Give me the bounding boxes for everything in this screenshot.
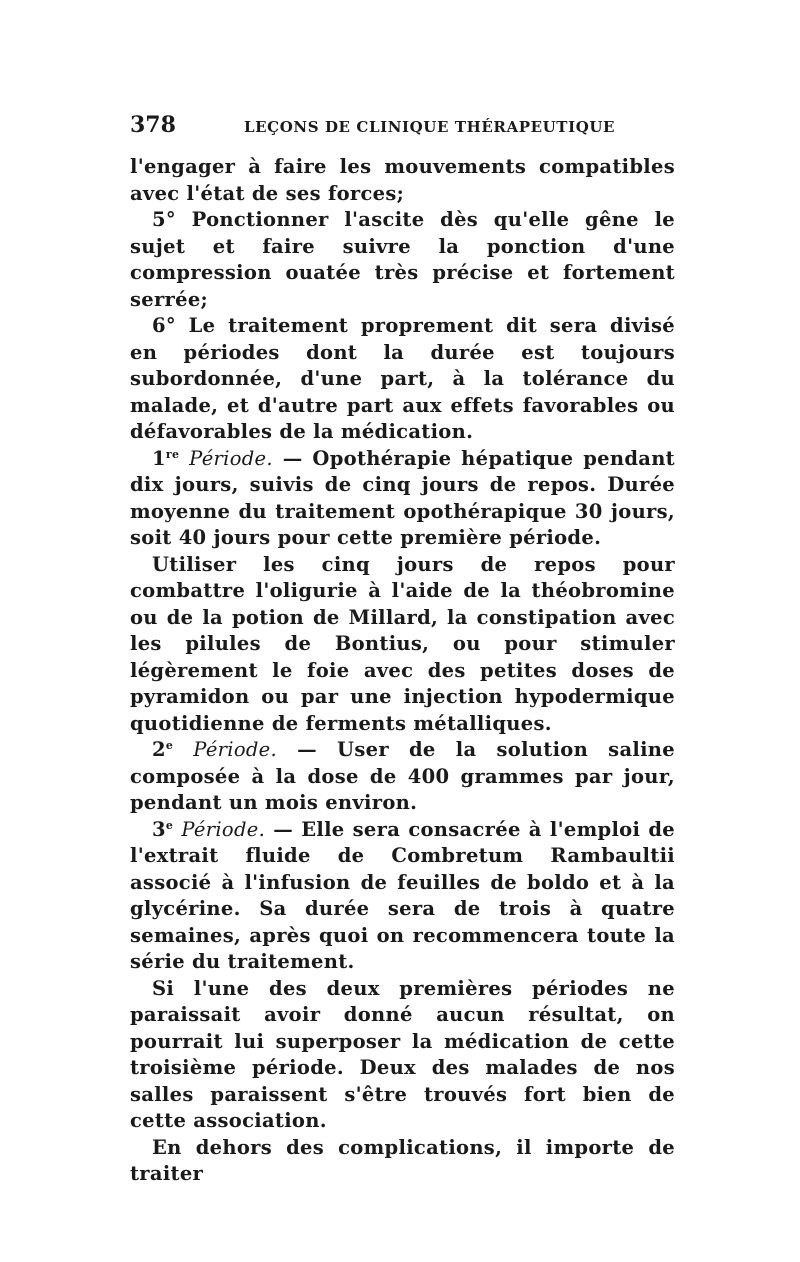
- period-text: — User de la solution saline composée à la dose de 400 grammes par jour, pendant un mois environ.: [130, 738, 675, 814]
- period-label: Période.: [181, 817, 266, 841]
- period-number: 2: [152, 738, 166, 761]
- paragraph-period-1: [130, 446, 675, 552]
- paragraph-1: l'engager à faire les mouvements compatibles avec l'état de ses forces;: [130, 155, 675, 205]
- running-title: LEÇONS DE CLINIQUE THÉRAPEUTIQUE: [244, 118, 616, 136]
- paragraph-9: En dehors des complications, il importe de traiter: [130, 1135, 675, 1185]
- paragraph-3: 6° Le traitement proprement dit sera divisé en périodes dont la durée est toujours subordonnée, d'une part, à la tolérance du malade, et d'autre part aux effets favorables ou défavorables de la médication.: [130, 314, 675, 443]
- page-number: 378: [130, 112, 176, 138]
- running-head: [130, 112, 675, 142]
- paragraph-period-3: [130, 817, 675, 976]
- paragraph-period-2: [130, 737, 675, 817]
- period-number-suffix: e: [165, 818, 174, 832]
- paragraph-5: Utiliser les cinq jours de repos pour combattre l'oligurie à l'aide de la théobromine ou de la potion de Millard, la constipation avec les pilules de Bontius, ou pour stimuler légèrement le foie avec des petites doses de pyramidon ou par une injection hypodermique quotidienne de ferments métalliques.: [130, 552, 675, 735]
- period-number: 1: [152, 446, 166, 470]
- period-label: Période.: [193, 738, 278, 761]
- period-text: — Opothérapie hépatique pendant dix jours, suivis de cinq jours de repos. Durée moyenne du traitement opothérapique 30 jours, soit 40 jours pour cette première période.: [130, 446, 675, 549]
- period-number-suffix: e: [165, 739, 174, 752]
- period-label: Période.: [189, 446, 273, 470]
- period-text: — Elle sera consacrée à l'emploi de l'extrait fluide de Combretum Rambaultii associé à l'infusion de feuilles de boldo et à la glycérine. Sa durée sera de trois à quatre semaines, après quoi on recommencera toute la série du traitement.: [130, 817, 675, 973]
- paragraph-2: 5° Ponctionner l'ascite dès qu'elle gêne le sujet et faire suivre la ponction d'une compression ouatée très précise et fortement serrée;: [130, 208, 675, 311]
- paragraph-8: Si l'une des deux premières périodes ne paraissait avoir donné aucun résultat, on pourrait lui superposer la médication de cette troisième période. Deux des malades de nos salles paraissent s'être trouvés fort bien de cette association.: [130, 976, 675, 1132]
- period-number: 3: [152, 817, 166, 841]
- body-text: [130, 154, 675, 1188]
- period-number-suffix: re: [165, 447, 180, 461]
